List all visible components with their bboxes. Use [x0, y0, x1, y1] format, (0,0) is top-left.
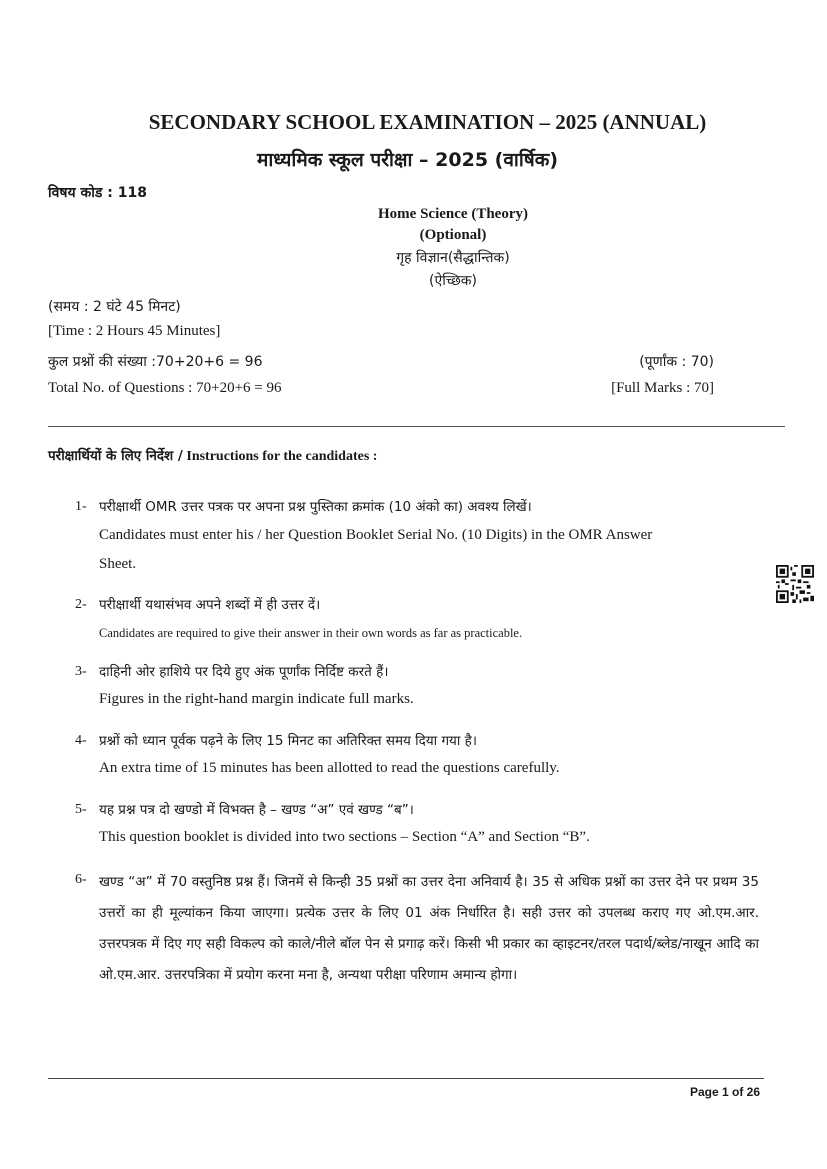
page-number: Page 1 of 26 — [689, 1085, 760, 1099]
instruction-2-english: Candidates are required to give their answer in their own words as far as practicable. — [99, 626, 523, 640]
subject-name-hindi: गृह विज्ञान(सैद्धान्तिक) — [396, 250, 510, 266]
instruction-number: 5- — [75, 802, 87, 817]
time-hindi: (समय : 2 घंटे 45 मिनट) — [48, 299, 181, 315]
full-marks-hindi: (पूर्णांक : 70) — [639, 354, 714, 370]
instruction-number: 6- — [75, 872, 87, 887]
instruction-4-hindi: प्रश्नों को ध्यान पूर्वक पढ़ने के लिए 15 मिनट का अतिरिक्त समय दिया गया है। — [99, 733, 477, 749]
instruction-4-english: An extra time of 15 minutes has been allotted to read the questions carefully. — [99, 760, 560, 776]
qr-code-icon — [776, 565, 814, 603]
footer-divider — [48, 1078, 764, 1079]
exam-title-english: SECONDARY SCHOOL EXAMINATION – 2025 (ANNUAL) — [148, 110, 707, 134]
instruction-3-hindi: दाहिनी ओर हाशिये पर दिये हुए अंक पूर्णांक निर्दिष्ट करते हैं। — [99, 664, 389, 680]
divider — [48, 426, 785, 427]
instruction-6-hindi: खण्ड “अ” में 70 वस्तुनिष्ठ प्रश्न हैं। जिनमें से किन्ही 35 प्रश्नों का उत्तर देना अनिवार्य है। 35 से अधिक प्रश्नों का उत्तर देने पर प्रथम 35 उत्तरों का ही मूल्यांकन किया जाएगा। प्रत्येक उत्तर के लिए 01 अंक निर्धारित है। सही उत्तर को उपलब्ध कराए गए ओ.एम.आर. उत्तरपत्रक में दिए गए सही विकल्प को काले/नीले बॉल पेन से प्रगाढ़ करें। किसी भी प्रकार का व्हाइटनर/तरल पदार्थ/ब्लेड/नाखून आदि का ओ.एम.आर. उत्तरपत्रिका में प्रयोग करना मना है, अन्यथा परीक्षा परिणाम अमान्य होगा। — [99, 874, 759, 983]
instruction-number: 4- — [75, 733, 87, 748]
instruction-5-english: This question booklet is divided into two sections – Section “A” and Section “B”. — [99, 829, 590, 845]
instruction-1-hindi: परीक्षार्थी OMR उत्तर पत्रक पर अपना प्रश्न पुस्तिका क्रमांक (10 अंको का) अवश्य लिखें। — [99, 499, 532, 515]
instruction-5-hindi: यह प्रश्न पत्र दो खण्डो में विभक्त है – खण्ड “अ” एवं खण्ड “ब”। — [99, 802, 414, 818]
instruction-1-english: Candidates must enter his / her Question Booklet Serial No. (10 Digits) in the OMR Answer — [99, 527, 653, 543]
instruction-3-english: Figures in the right-hand margin indicate full marks. — [99, 691, 414, 707]
instructions-heading — [48, 446, 377, 465]
full-marks-english: [Full Marks : 70] — [611, 380, 714, 396]
instructions-heading-english: Instructions for the candidates : — [186, 449, 378, 464]
instruction-number: 2- — [75, 597, 87, 612]
instructions-heading-hindi: परीक्षार्थियों के लिए निर्देश / — [48, 448, 183, 464]
time-english: [Time : 2 Hours 45 Minutes] — [48, 323, 221, 339]
instruction-2-hindi: परीक्षार्थी यथासंभव अपने शब्दों में ही उत्तर दें। — [99, 597, 321, 613]
exam-title-hindi: माध्यमिक स्कूल परीक्षा – 2025 (वार्षिक) — [256, 149, 559, 171]
instruction-number: 3- — [75, 664, 87, 679]
questions-count-english: Total No. of Questions : 70+20+6 = 96 — [48, 380, 282, 396]
instruction-1-english-cont: Sheet. — [99, 556, 137, 572]
subject-optional-english: (Optional) — [419, 227, 487, 243]
subject-optional-hindi: (ऐच्छिक) — [428, 273, 477, 289]
subject-name-english: Home Science (Theory) — [378, 206, 528, 222]
questions-count-hindi: कुल प्रश्नों की संख्या :70+20+6 = 96 — [48, 354, 263, 370]
instruction-number: 1- — [75, 499, 87, 514]
subject-code: विषय कोड : 118 — [48, 185, 147, 201]
